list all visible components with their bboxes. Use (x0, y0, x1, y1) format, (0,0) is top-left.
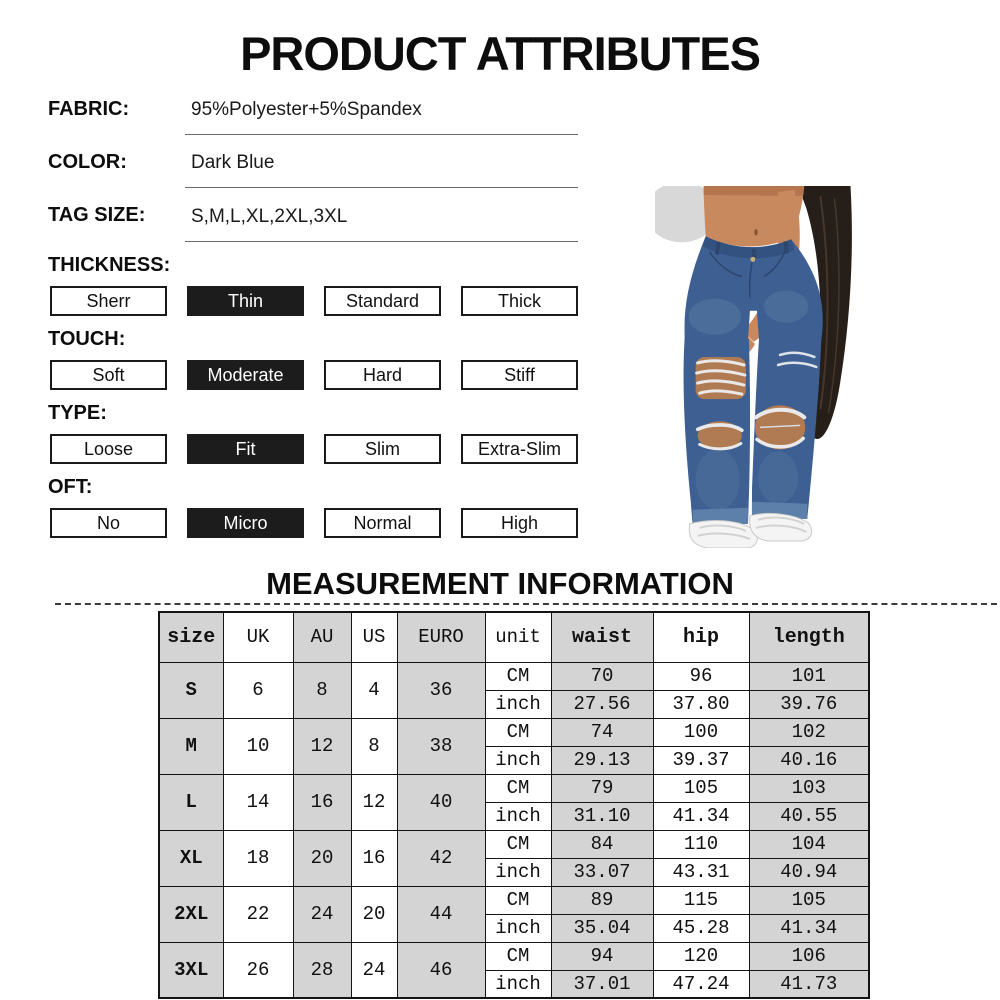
cell-2xl-au: 24 (293, 886, 351, 942)
cell-s-us: 4 (351, 662, 397, 718)
cell-s-uk: 6 (223, 662, 293, 718)
cell-3xl-euro: 46 (397, 942, 485, 998)
cell-xl-inch-length: 40.94 (749, 858, 869, 886)
tag-size-underline (185, 241, 578, 242)
cell-m-us: 8 (351, 718, 397, 774)
cell-3xl-cm-hip: 120 (653, 942, 749, 970)
option-stiff: Stiff (461, 360, 578, 390)
cell-2xl-size: 2XL (159, 886, 223, 942)
cell-l-cm-length: 103 (749, 774, 869, 802)
cell-3xl-cm-waist: 94 (551, 942, 653, 970)
tag-size-value: S,M,L,XL,2XL,3XL (191, 206, 348, 227)
cell-s-inch-hip: 37.80 (653, 690, 749, 718)
cell-2xl-us: 20 (351, 886, 397, 942)
cell-3xl-size: 3XL (159, 942, 223, 998)
cell-m-unit-inch: inch (485, 746, 551, 774)
col-header-us: US (351, 612, 397, 662)
cell-xl-cm-waist: 84 (551, 830, 653, 858)
cell-l-euro: 40 (397, 774, 485, 830)
cell-xl-unit-cm: CM (485, 830, 551, 858)
color-label: COLOR: (48, 151, 127, 173)
oft-options-row (50, 508, 578, 538)
type-options-row (50, 434, 578, 464)
type-label: TYPE: (48, 402, 107, 424)
cell-2xl-unit-cm: CM (485, 886, 551, 914)
cell-2xl-inch-length: 41.34 (749, 914, 869, 942)
color-value: Dark Blue (191, 152, 275, 173)
col-header-length: length (749, 612, 869, 662)
cell-xl-uk: 18 (223, 830, 293, 886)
col-header-size: size (159, 612, 223, 662)
cell-l-inch-length: 40.55 (749, 802, 869, 830)
cell-2xl-uk: 22 (223, 886, 293, 942)
cell-m-inch-hip: 39.37 (653, 746, 749, 774)
cell-m-cm-hip: 100 (653, 718, 749, 746)
cell-xl-size: XL (159, 830, 223, 886)
cell-l-uk: 14 (223, 774, 293, 830)
option-thin: Thin (187, 286, 304, 316)
cell-m-cm-length: 102 (749, 718, 869, 746)
option-sherr: Sherr (50, 286, 167, 316)
cell-xl-inch-hip: 43.31 (653, 858, 749, 886)
option-normal: Normal (324, 508, 441, 538)
cell-3xl-cm-length: 106 (749, 942, 869, 970)
cell-3xl-inch-hip: 47.24 (653, 970, 749, 998)
cell-m-uk: 10 (223, 718, 293, 774)
option-extra-slim: Extra-Slim (461, 434, 578, 464)
thickness-options-row (50, 286, 578, 316)
thickness-label: THICKNESS: (48, 254, 171, 276)
cell-m-size: M (159, 718, 223, 774)
cell-2xl-cm-length: 105 (749, 886, 869, 914)
size-table-header-row (159, 612, 869, 662)
cell-2xl-unit-inch: inch (485, 914, 551, 942)
fabric-underline (185, 134, 578, 135)
cell-2xl-euro: 44 (397, 886, 485, 942)
fabric-value: 95%Polyester+5%Spandex (191, 99, 422, 120)
cell-s-au: 8 (293, 662, 351, 718)
cell-m-euro: 38 (397, 718, 485, 774)
option-fit: Fit (187, 434, 304, 464)
cell-l-unit-cm: CM (485, 774, 551, 802)
col-header-waist: waist (551, 612, 653, 662)
option-loose: Loose (50, 434, 167, 464)
cell-s-cm-hip: 96 (653, 662, 749, 690)
cell-xl-unit-inch: inch (485, 858, 551, 886)
option-hard: Hard (324, 360, 441, 390)
cell-l-unit-inch: inch (485, 802, 551, 830)
cell-3xl-au: 28 (293, 942, 351, 998)
col-header-hip: hip (653, 612, 749, 662)
cell-xl-inch-waist: 33.07 (551, 858, 653, 886)
cell-3xl-inch-waist: 37.01 (551, 970, 653, 998)
option-thick: Thick (461, 286, 578, 316)
cell-3xl-inch-length: 41.73 (749, 970, 869, 998)
oft-label: OFT: (48, 476, 93, 498)
cell-2xl-inch-hip: 45.28 (653, 914, 749, 942)
option-slim: Slim (324, 434, 441, 464)
cell-2xl-inch-waist: 35.04 (551, 914, 653, 942)
product-photo (655, 186, 865, 548)
cell-l-us: 12 (351, 774, 397, 830)
option-standard: Standard (324, 286, 441, 316)
col-header-uk: UK (223, 612, 293, 662)
cell-s-cm-length: 101 (749, 662, 869, 690)
cell-xl-euro: 42 (397, 830, 485, 886)
cell-xl-cm-hip: 110 (653, 830, 749, 858)
option-high: High (461, 508, 578, 538)
option-no: No (50, 508, 167, 538)
fabric-label: FABRIC: (48, 98, 130, 120)
cell-l-cm-hip: 105 (653, 774, 749, 802)
cell-l-au: 16 (293, 774, 351, 830)
cell-xl-cm-length: 104 (749, 830, 869, 858)
cell-3xl-uk: 26 (223, 942, 293, 998)
table-row-m-cm (159, 718, 869, 746)
cell-xl-us: 16 (351, 830, 397, 886)
table-row-l-cm (159, 774, 869, 802)
cell-2xl-cm-waist: 89 (551, 886, 653, 914)
cell-3xl-us: 24 (351, 942, 397, 998)
option-moderate: Moderate (187, 360, 304, 390)
size-table-body (159, 662, 869, 998)
cell-m-inch-length: 40.16 (749, 746, 869, 774)
cell-2xl-cm-hip: 115 (653, 886, 749, 914)
color-underline (185, 187, 578, 188)
cell-m-au: 12 (293, 718, 351, 774)
cell-l-cm-waist: 79 (551, 774, 653, 802)
cell-xl-au: 20 (293, 830, 351, 886)
col-header-euro: EURO (397, 612, 485, 662)
table-row-2xl-cm (159, 886, 869, 914)
tag-size-label: TAG SIZE: (48, 204, 146, 226)
col-header-au: AU (293, 612, 351, 662)
cell-s-inch-length: 39.76 (749, 690, 869, 718)
cell-s-cm-waist: 70 (551, 662, 653, 690)
cell-l-inch-hip: 41.34 (653, 802, 749, 830)
touch-label: TOUCH: (48, 328, 126, 350)
option-soft: Soft (50, 360, 167, 390)
cell-l-inch-waist: 31.10 (551, 802, 653, 830)
table-row-3xl-cm (159, 942, 869, 970)
page-title: PRODUCT ATTRIBUTES (240, 27, 760, 80)
cell-m-cm-waist: 74 (551, 718, 653, 746)
table-row-s-cm (159, 662, 869, 690)
col-header-unit: unit (485, 612, 551, 662)
cell-s-euro: 36 (397, 662, 485, 718)
cell-s-size: S (159, 662, 223, 718)
cell-s-unit-inch: inch (485, 690, 551, 718)
cell-s-unit-cm: CM (485, 662, 551, 690)
cell-s-inch-waist: 27.56 (551, 690, 653, 718)
option-micro: Micro (187, 508, 304, 538)
table-row-xl-cm (159, 830, 869, 858)
cell-3xl-unit-cm: CM (485, 942, 551, 970)
cell-3xl-unit-inch: inch (485, 970, 551, 998)
dashed-divider (55, 603, 997, 605)
cell-m-unit-cm: CM (485, 718, 551, 746)
touch-options-row (50, 360, 578, 390)
cell-m-inch-waist: 29.13 (551, 746, 653, 774)
cell-l-size: L (159, 774, 223, 830)
measurement-title: MEASUREMENT INFORMATION (266, 566, 734, 601)
size-table (158, 611, 870, 999)
